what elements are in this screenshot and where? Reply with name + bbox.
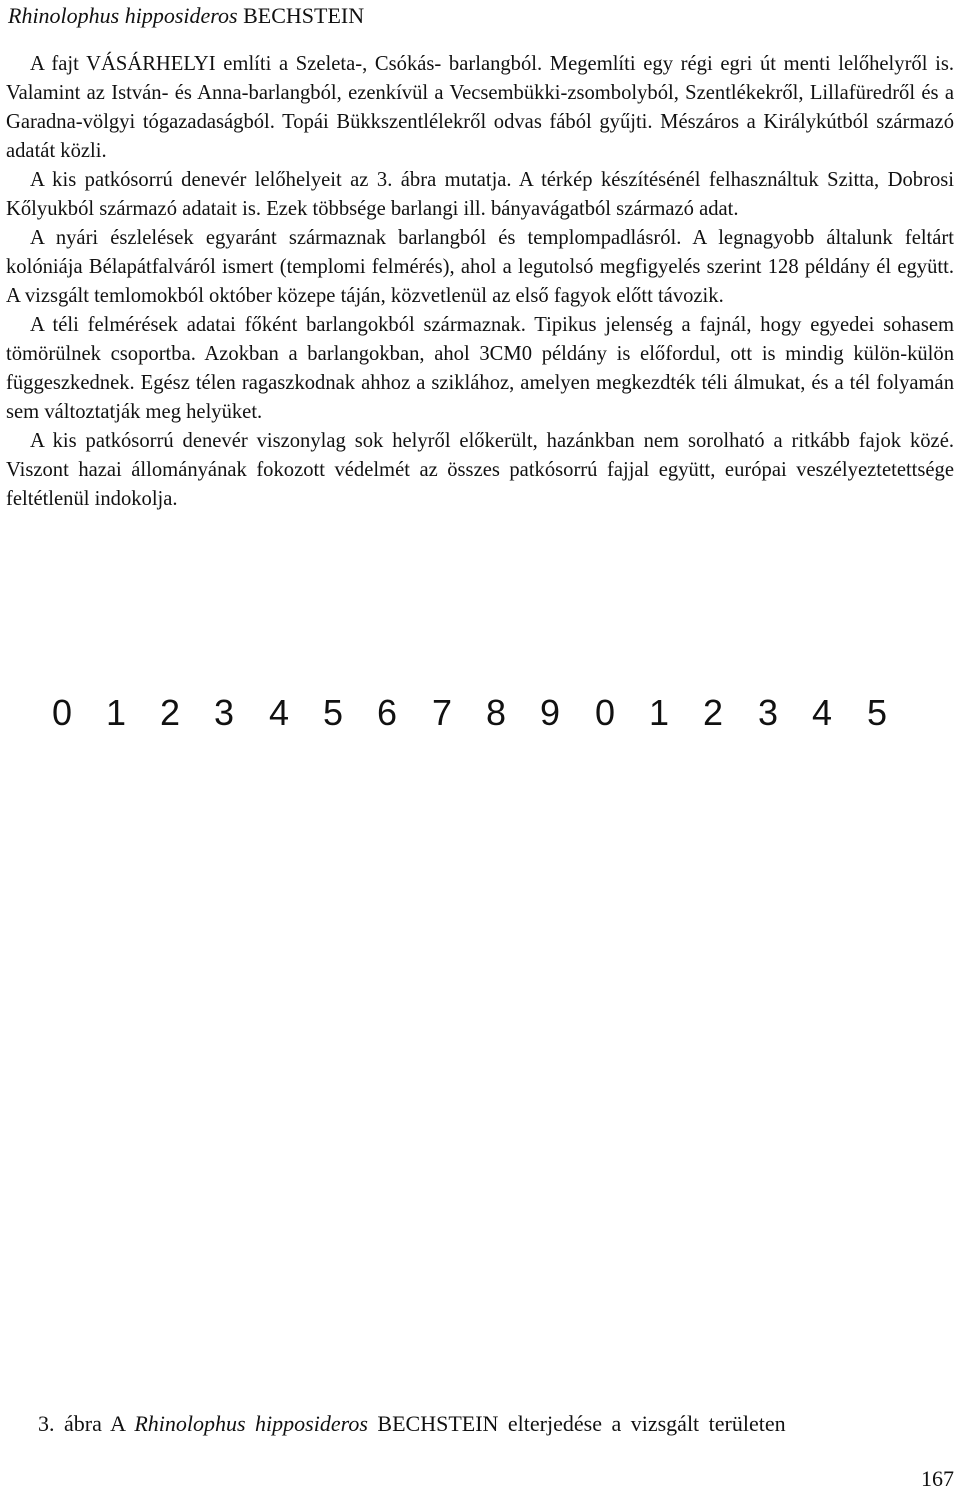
caption-suffix: BECHSTEIN elterjedése a vizsgált területen: [377, 1411, 786, 1436]
paragraph-2: A kis patkósorrú denevér lelőhelyeit az 3. ábra mutatja. A térkép készítésénél felhasználtuk Szitta, Dobrosi Kőlyukból származó adatait is. Ezek többsége barlangi ill. bányavágatból származó adat.: [6, 169, 954, 220]
scale-digit: 9: [540, 692, 561, 733]
page-number: 167: [921, 1466, 954, 1491]
scale-digit: 4: [269, 692, 290, 733]
scale-digit: 5: [867, 692, 888, 733]
paragraph-1: A fajt VÁSÁRHELYI említi a Szeleta-, Csókás- barlangból. Megemlíti egy régi egri út menti lelőhelyről is. Valamint az István- és Anna-barlangból, ezenkívül a Vecsembükki-zsombolyból, Szentlékekről, Lillafüredről és a Garadna-völgyi tógazadaságból. Topái Bükkszentlélekről odvas fából gyűjti. Mészáros a Királykútból származó adatát közli.: [6, 53, 954, 162]
scale-digit: 0: [52, 692, 73, 733]
scale-digit: 1: [106, 692, 127, 733]
caption-prefix: 3. ábra A: [38, 1411, 125, 1436]
scale-digit: 8: [486, 692, 507, 733]
body-text: [6, 50, 954, 514]
scale-digit: 7: [432, 692, 453, 733]
scale-digit: 6: [377, 692, 398, 733]
map-grid-scale: [52, 688, 912, 738]
paragraph-3: A nyári észlelések egyaránt származnak barlangból és templompadlásról. A legnagyobb általunk feltárt kolóniája Bélapátfalváról ismert (templomi felmérés), ahol a legutolsó megfigyelés szerint 128 példány él együtt. A vizsgált temlomokból október közepe táján, közvetlenül az első fagyok előtt távozik.: [6, 227, 954, 307]
paragraph-4: A téli felmérések adatai főként barlangokból származnak. Tipikus jelenség a fajnál, hogy egyedei sohasem tömörülnek csoportba. Azokban a barlangokban, ahol 3CM0 példány is előfordul, ott is mindig külön-külön függeszkednek. Egész télen ragaszkodnak ahhoz a sziklához, amelyen megkezdték téli álmukat, és a tél folyamán sem változtatják meg helyüket.: [6, 314, 954, 423]
scale-digit: 4: [812, 692, 833, 733]
paragraph-5: A kis patkósorrú denevér viszonylag sok helyről előkerült, hazánkban nem sorolható a ritkább fajok közé. Viszont hazai állományának fokozott védelmét az összes patkósorrú fajjal együtt, európai veszélyeztetettsége feltétlenül indokolja.: [6, 430, 954, 510]
heading-species: Rhinolophus hipposideros: [8, 3, 238, 28]
scale-digit: 1: [649, 692, 670, 733]
heading-author: BECHSTEIN: [243, 3, 365, 28]
scale-digit: 5: [323, 692, 344, 733]
scale-digit: 3: [758, 692, 779, 733]
caption-species: Rhinolophus hipposideros: [134, 1411, 368, 1436]
scale-digit: 0: [595, 692, 616, 733]
scale-digit: 2: [703, 692, 724, 733]
section-heading: [8, 2, 364, 30]
scale-digit: 2: [160, 692, 181, 733]
figure-caption: [38, 1408, 786, 1440]
scale-digit: 3: [214, 692, 235, 733]
